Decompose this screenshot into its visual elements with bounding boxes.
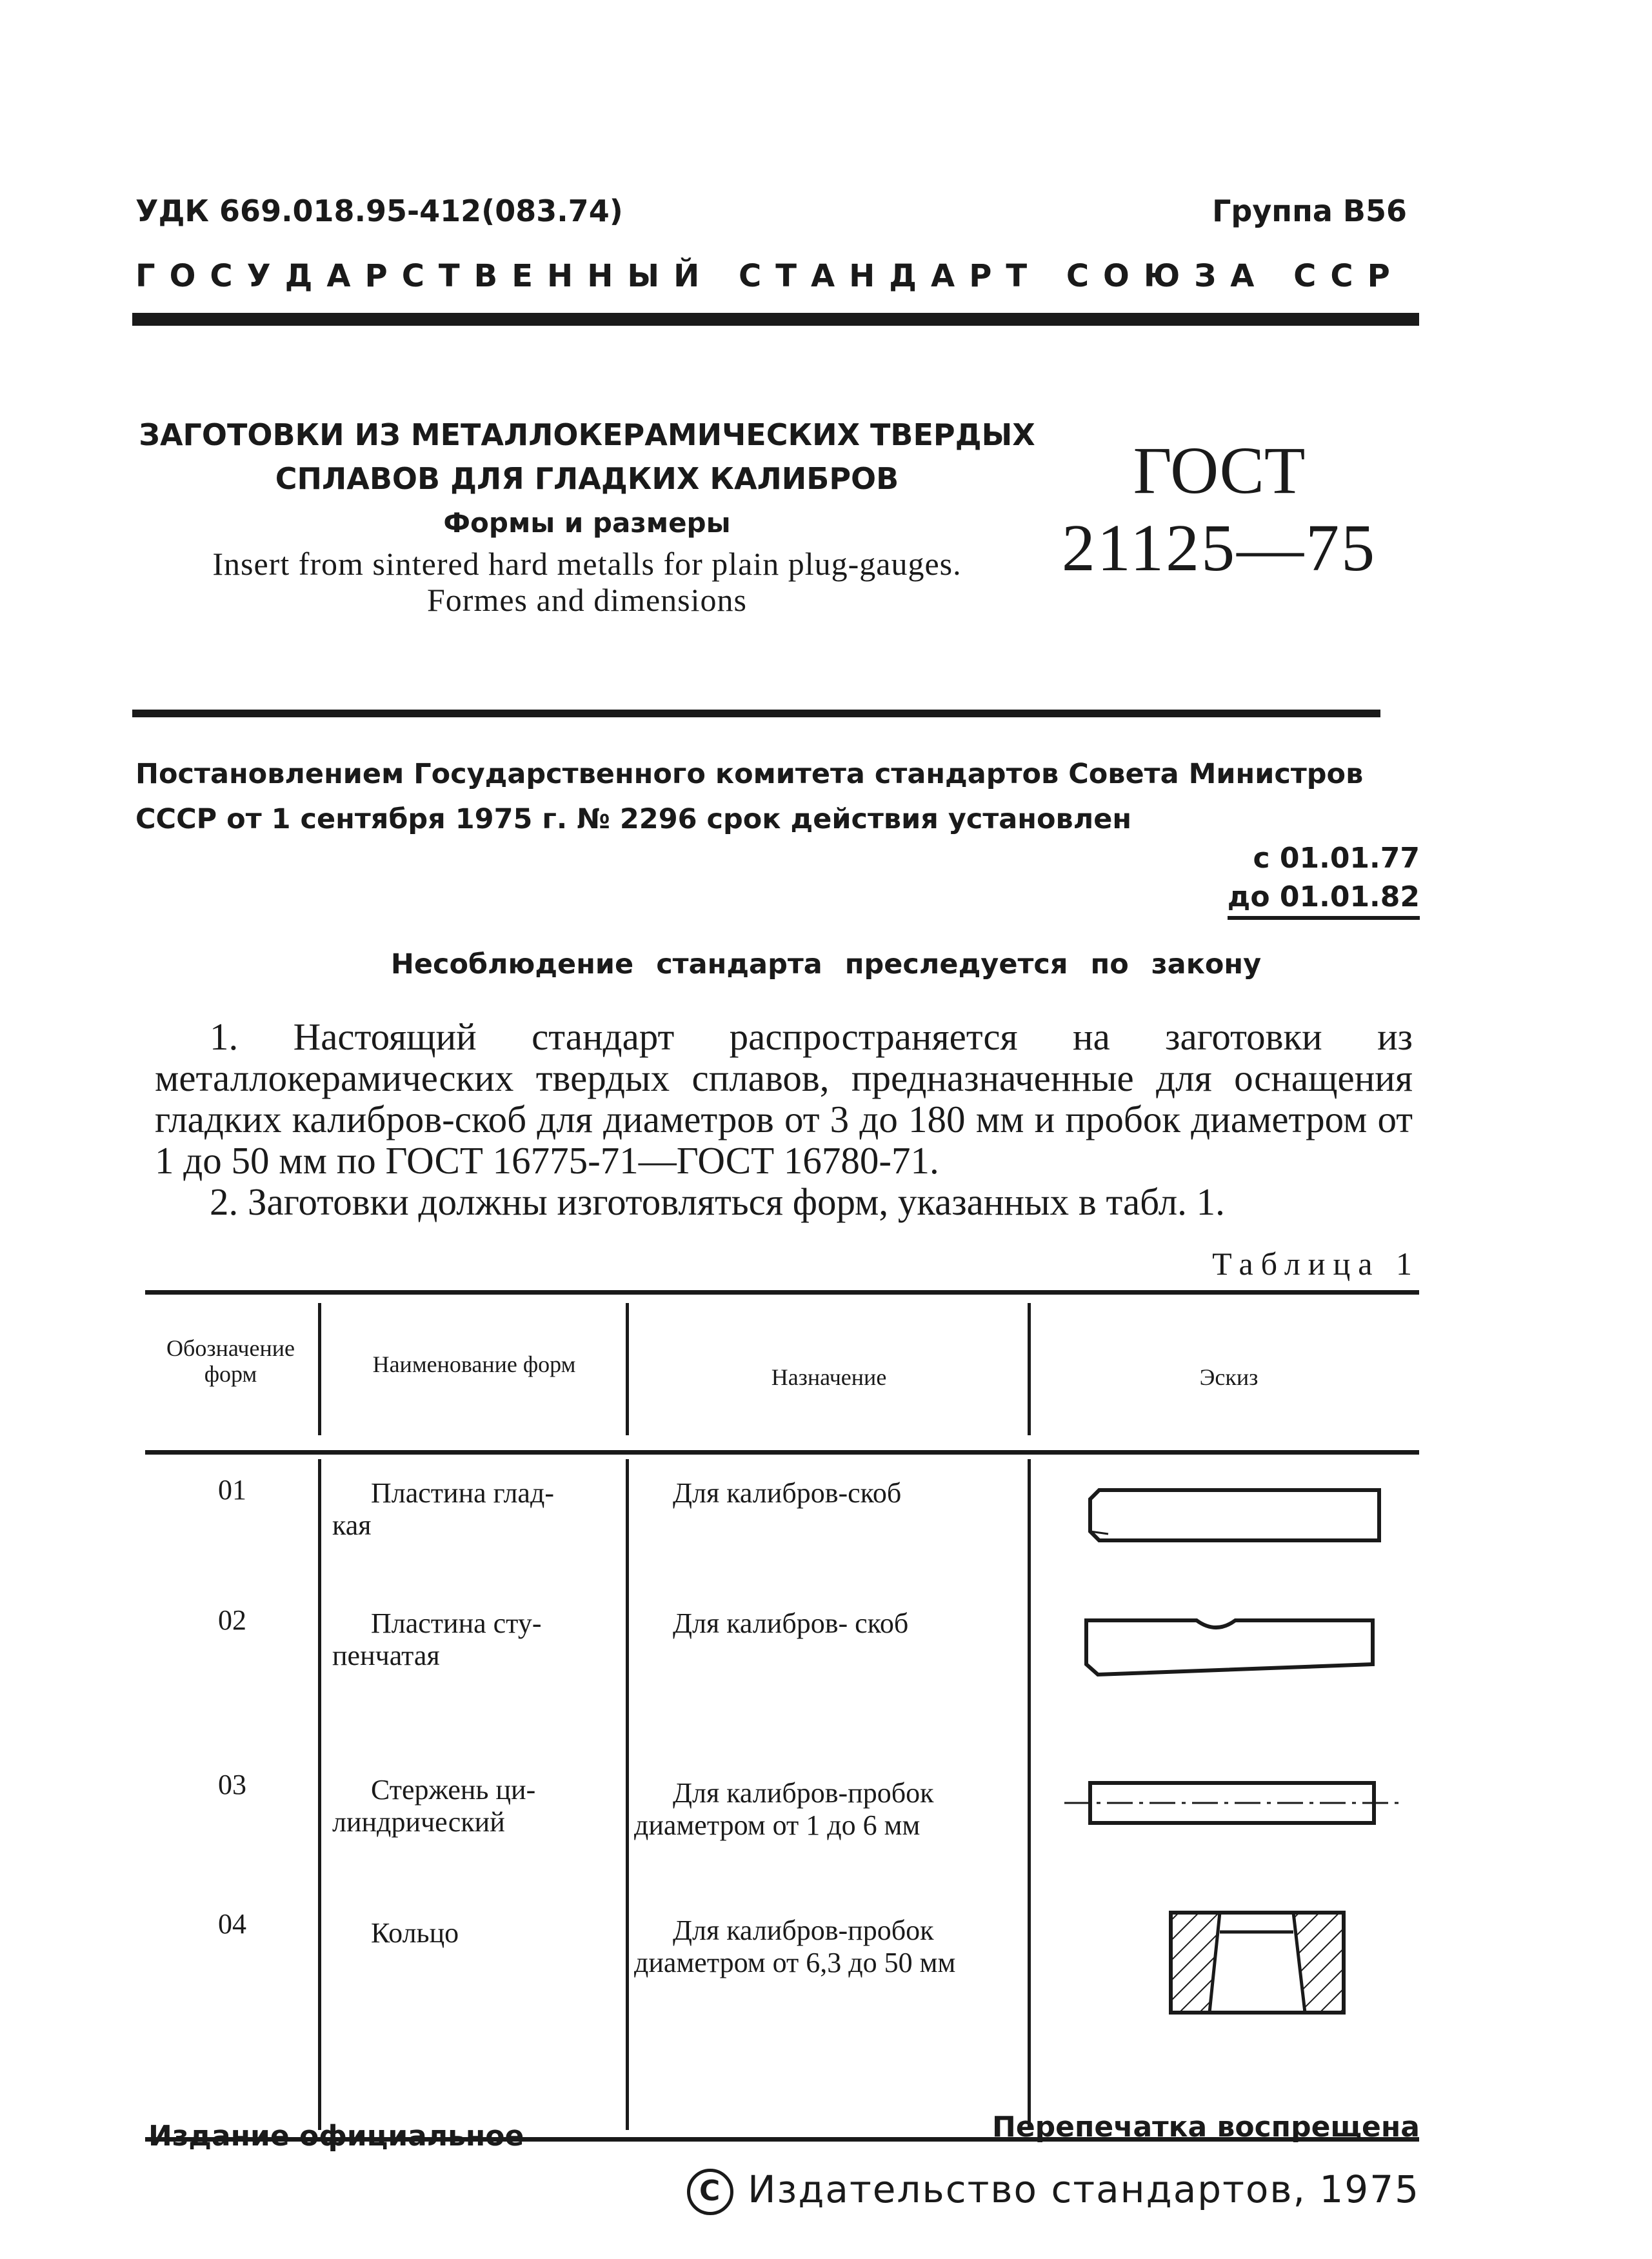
header-name: Наименование форм bbox=[372, 1351, 576, 1377]
row-4-purpose-line-2: диаметром от 6,3 до 50 мм bbox=[634, 1947, 956, 1978]
row-1-purpose-line-1: Для калибров-скоб bbox=[673, 1477, 902, 1509]
table-header-rule bbox=[145, 1450, 1419, 1455]
row-3-name-line-1: Стержень ци- bbox=[371, 1774, 536, 1806]
row-1-code: 01 bbox=[218, 1474, 246, 1506]
row-2-code: 02 bbox=[218, 1604, 246, 1636]
col-divider-3-header bbox=[1028, 1303, 1031, 1435]
row-1-name-line-2: кая bbox=[332, 1509, 372, 1541]
english-title-2: Formes and dimensions bbox=[427, 582, 747, 618]
row-2-purpose bbox=[634, 1607, 1086, 1640]
row-1-name-line-1: Пластина глад- bbox=[371, 1477, 554, 1509]
row-2-name-line-2: пенчатая bbox=[332, 1640, 440, 1671]
row-3-purpose bbox=[634, 1777, 1086, 1842]
sketch-cylindrical-rod bbox=[1064, 1775, 1400, 1833]
header-sketch: Эскиз bbox=[1199, 1364, 1259, 1390]
paragraph-2: 2. Заготовки должны изготовляться форм, указанных в табл. 1. bbox=[210, 1180, 1225, 1223]
paragraph-1: 1. Настоящий стандарт распространяется на заготовки из металлокерамических твердых сплавов, предназначенные для оснащения гладких калибров-скоб для диаметров от 3 до 180 мм и пробок диаметром от 1 до 50 мм по ГОСТ 16775-71—ГОСТ 16780-71. bbox=[155, 1015, 1413, 1182]
header-purpose: Назначение bbox=[771, 1364, 887, 1390]
header-code: Обозначение форм bbox=[166, 1335, 295, 1387]
copyright-icon: C bbox=[687, 2169, 733, 2215]
publisher-line bbox=[687, 2167, 1420, 2215]
official-edition: Издание официальное bbox=[148, 2120, 524, 2153]
row-1-purpose bbox=[634, 1477, 1086, 1509]
table-top-rule bbox=[145, 1290, 1419, 1295]
title-rule bbox=[132, 710, 1380, 717]
forms-table bbox=[145, 1290, 1419, 2142]
gost-label: ГОСТ bbox=[1133, 433, 1306, 508]
col-divider-2 bbox=[626, 1459, 629, 2130]
sketch-flat-plate bbox=[1084, 1484, 1387, 1548]
title-line-1: ЗАГОТОВКИ ИЗ МЕТАЛЛОКЕРАМИЧЕСКИХ ТВЕРДЫХ bbox=[139, 417, 1035, 452]
row-4-name bbox=[332, 1917, 597, 1949]
row-4-purpose bbox=[634, 1915, 1086, 1979]
english-title-1: Insert from sintered hard metalls for plain plug-gauges. bbox=[212, 546, 962, 582]
row-3-name-line-2: линдрический bbox=[332, 1806, 505, 1838]
body-text bbox=[155, 1016, 1413, 1222]
group-code: Группа В56 bbox=[1212, 194, 1407, 228]
row-3-purpose-line-1: Для калибров-пробок bbox=[673, 1777, 934, 1809]
row-3-code: 03 bbox=[218, 1769, 246, 1800]
row-1-name bbox=[332, 1477, 597, 1542]
title-block bbox=[116, 413, 1058, 618]
col-divider-1-header bbox=[318, 1303, 321, 1435]
legal-warning: Несоблюдение стандарта преследуется по закону bbox=[390, 948, 1262, 980]
header-rule bbox=[132, 313, 1419, 326]
title-line-2: СПЛАВОВ ДЛЯ ГЛАДКИХ КАЛИБРОВ bbox=[275, 461, 899, 496]
udk-code: УДК 669.018.95-412(083.74) bbox=[135, 194, 623, 228]
publisher-text: Издательство стандартов, 1975 bbox=[748, 2167, 1420, 2211]
row-2-name-line-1: Пластина сту- bbox=[371, 1607, 542, 1639]
gost-number: 21125—75 bbox=[1061, 511, 1377, 585]
valid-from-date: с 01.01.77 bbox=[1253, 842, 1420, 875]
row-2-name bbox=[332, 1607, 597, 1672]
row-3-purpose-line-2: диаметром от 1 до 6 мм bbox=[634, 1809, 921, 1841]
valid-to-date: до 01.01.82 bbox=[1228, 881, 1420, 920]
table-caption: Таблица 1 bbox=[1212, 1246, 1420, 1282]
row-2-purpose-line-1: Для калибров- скоб bbox=[673, 1607, 909, 1639]
title-subtitle: Формы и размеры bbox=[443, 507, 731, 539]
row-4-name-line-1: Кольцо bbox=[371, 1917, 459, 1949]
row-3-name bbox=[332, 1774, 597, 1838]
reprint-notice: Перепечатка воспрещена bbox=[992, 2111, 1420, 2144]
state-standard-heading: ГОСУДАРСТВЕННЫЙ СТАНДАРТ СОЮЗА ССР bbox=[135, 258, 1404, 294]
sketch-stepped-plate bbox=[1077, 1613, 1380, 1684]
sketch-ring bbox=[1164, 1906, 1351, 2019]
decree-text: Постановлением Государственного комитета стандартов Совета Министров СССР от 1 сентября 1975 г. № 2296 срок действия установлен bbox=[135, 758, 1364, 835]
col-divider-2-header bbox=[626, 1303, 629, 1435]
row-4-code: 04 bbox=[218, 1908, 246, 1940]
row-4-purpose-line-1: Для калибров-пробок bbox=[673, 1915, 934, 1946]
